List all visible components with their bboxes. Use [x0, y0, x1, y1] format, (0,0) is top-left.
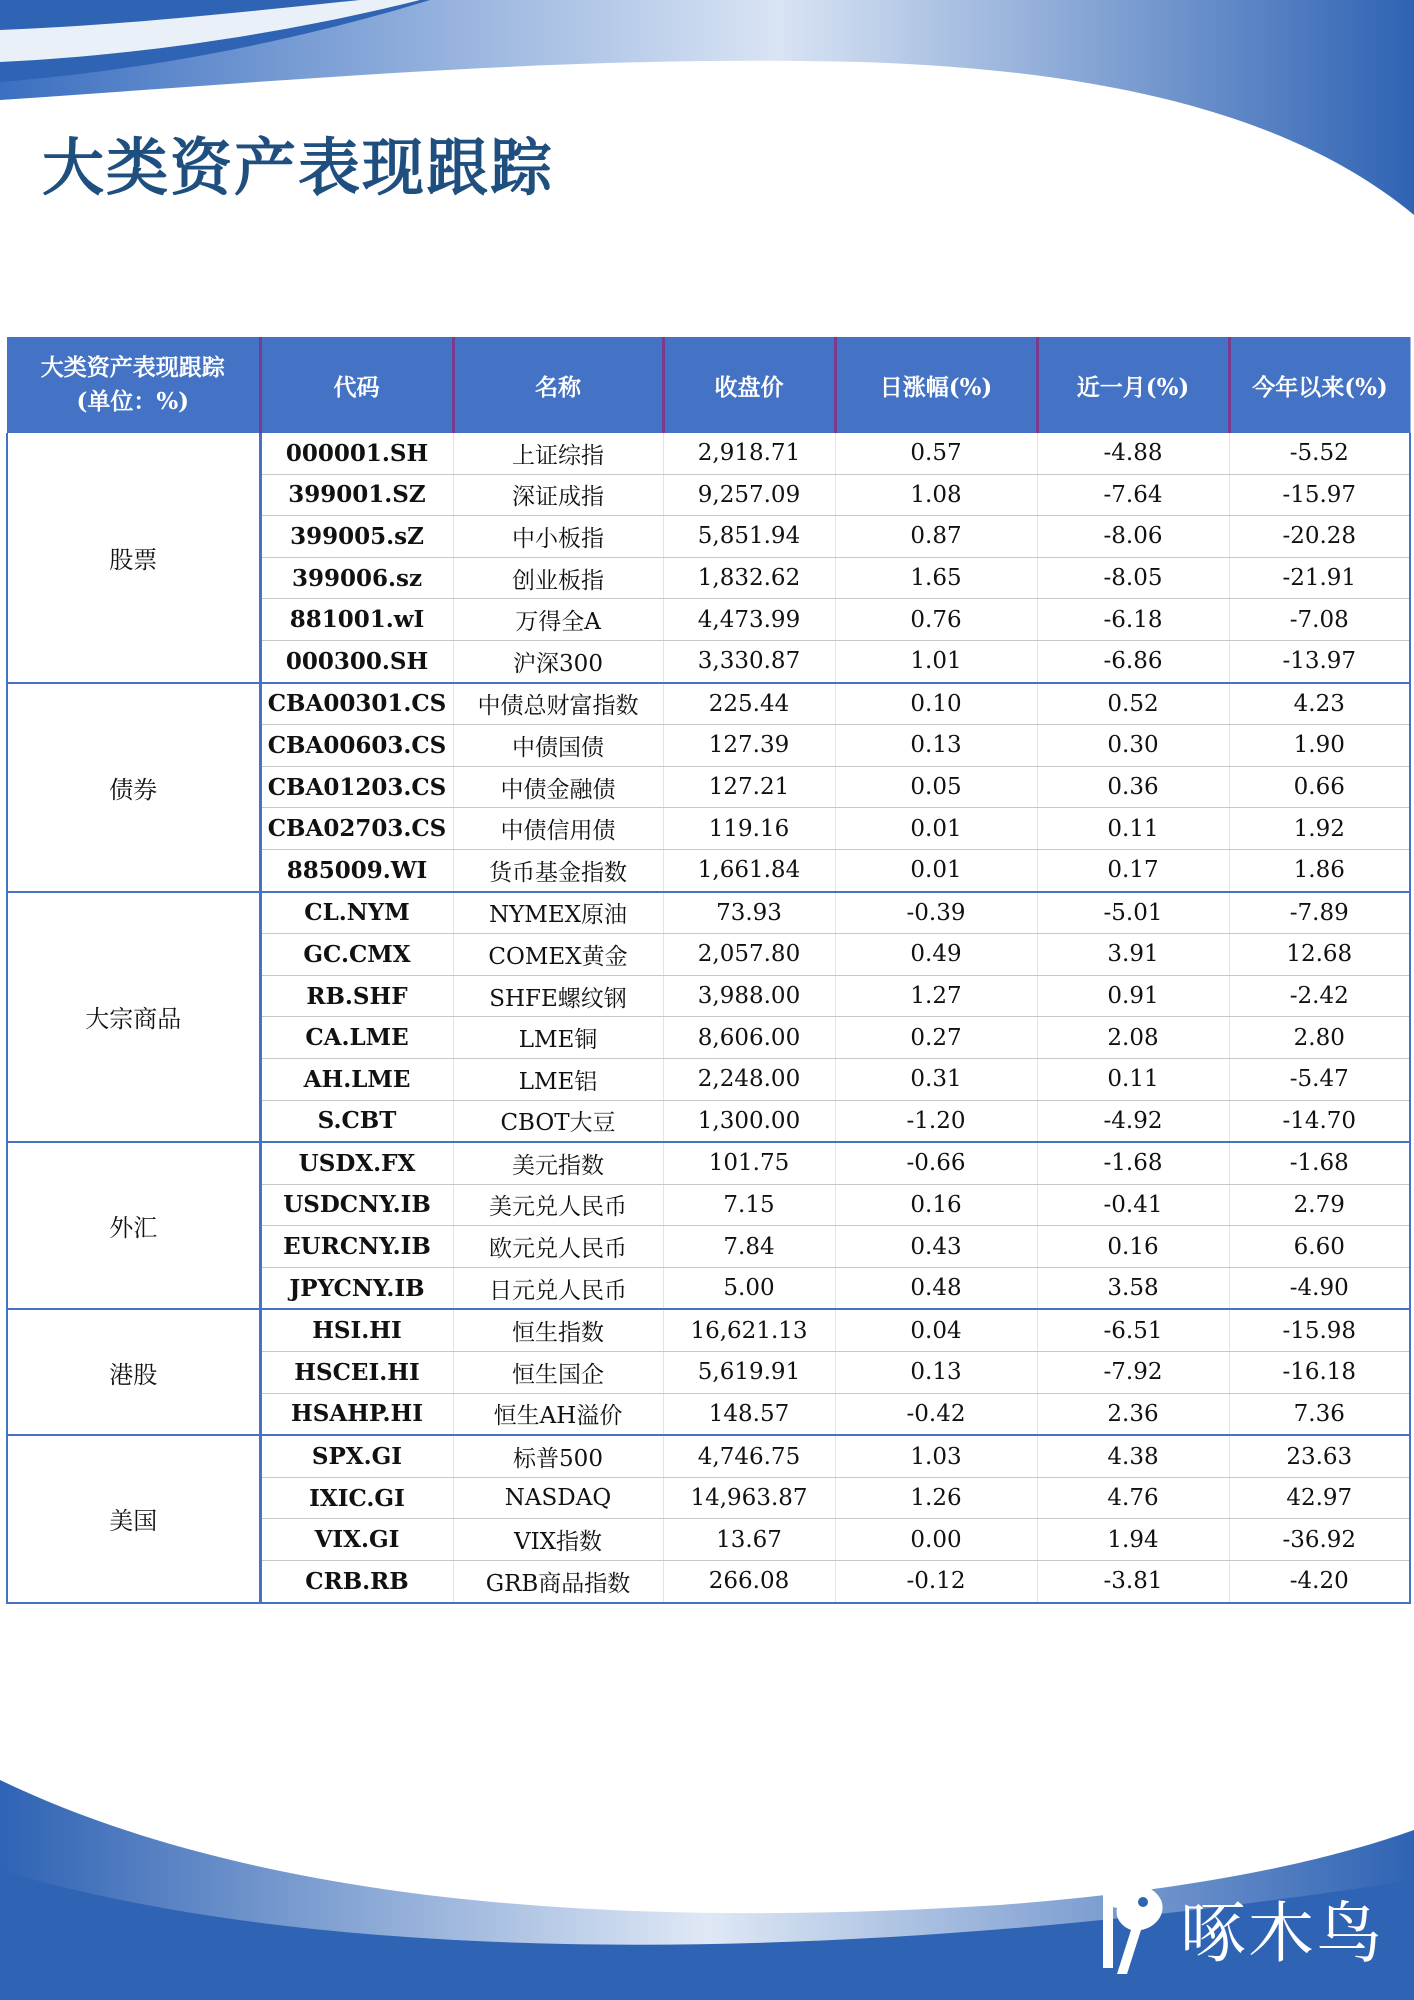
asset-performance-table — [6, 337, 1411, 1604]
code-cell: USDX.FX — [260, 1142, 453, 1184]
name-cell: NYMEX原油 — [453, 892, 663, 934]
close-price-cell: 13.67 — [663, 1519, 835, 1561]
ytd-change-cell: -7.08 — [1229, 599, 1410, 641]
day-change-cell: 0.10 — [835, 683, 1037, 725]
close-price-cell: 127.21 — [663, 766, 835, 808]
month-change-cell: -8.06 — [1037, 516, 1229, 558]
name-cell: 美元兑人民币 — [453, 1184, 663, 1226]
column-header-close: 收盘价 — [663, 337, 835, 433]
close-price-cell: 9,257.09 — [663, 474, 835, 516]
ytd-change-cell: 1.86 — [1229, 849, 1410, 891]
close-price-cell: 7.84 — [663, 1226, 835, 1268]
day-change-cell: 0.16 — [835, 1184, 1037, 1226]
month-change-cell: 0.11 — [1037, 1058, 1229, 1100]
day-change-cell: 1.01 — [835, 640, 1037, 682]
month-change-cell: -5.01 — [1037, 892, 1229, 934]
name-cell: CBOT大豆 — [453, 1100, 663, 1142]
day-change-cell: 1.08 — [835, 474, 1037, 516]
name-cell: LME铝 — [453, 1058, 663, 1100]
header-corner — [7, 337, 260, 433]
name-cell: 中债信用债 — [453, 808, 663, 850]
day-change-cell: 0.13 — [835, 725, 1037, 767]
ytd-change-cell: 42.97 — [1229, 1477, 1410, 1519]
category-cell: 股票 — [7, 433, 260, 683]
name-cell: 恒生AH溢价 — [453, 1393, 663, 1435]
close-price-cell: 4,746.75 — [663, 1435, 835, 1477]
code-cell: 000300.SH — [260, 640, 453, 682]
table-row — [7, 1435, 1410, 1477]
code-cell: 399005.sZ — [260, 516, 453, 558]
month-change-cell: 0.91 — [1037, 975, 1229, 1017]
name-cell: LME铜 — [453, 1017, 663, 1059]
day-change-cell: 0.13 — [835, 1352, 1037, 1394]
table-row — [7, 1309, 1410, 1351]
code-cell: GC.CMX — [260, 934, 453, 976]
month-change-cell: 0.16 — [1037, 1226, 1229, 1268]
column-header-code: 代码 — [260, 337, 453, 433]
close-price-cell: 2,248.00 — [663, 1058, 835, 1100]
month-change-cell: -7.64 — [1037, 474, 1229, 516]
month-change-cell: -4.88 — [1037, 433, 1229, 474]
code-cell: CBA00603.CS — [260, 725, 453, 767]
month-change-cell: 0.36 — [1037, 766, 1229, 808]
day-change-cell: 0.01 — [835, 808, 1037, 850]
month-change-cell: 0.11 — [1037, 808, 1229, 850]
name-cell: 创业板指 — [453, 557, 663, 599]
code-cell: 885009.WI — [260, 849, 453, 891]
table-row — [7, 683, 1410, 725]
ytd-change-cell: 0.66 — [1229, 766, 1410, 808]
name-cell: 恒生指数 — [453, 1309, 663, 1351]
name-cell: 中债国债 — [453, 725, 663, 767]
table-row — [7, 1142, 1410, 1184]
ytd-change-cell: -1.68 — [1229, 1142, 1410, 1184]
name-cell: GRB商品指数 — [453, 1561, 663, 1603]
category-cell: 外汇 — [7, 1142, 260, 1309]
ytd-change-cell: 23.63 — [1229, 1435, 1410, 1477]
code-cell: IXIC.GI — [260, 1477, 453, 1519]
day-change-cell: 1.27 — [835, 975, 1037, 1017]
month-change-cell: -4.92 — [1037, 1100, 1229, 1142]
code-cell: USDCNY.IB — [260, 1184, 453, 1226]
ytd-change-cell: 1.90 — [1229, 725, 1410, 767]
month-change-cell: -6.86 — [1037, 640, 1229, 682]
name-cell: SHFE螺纹钢 — [453, 975, 663, 1017]
month-change-cell: -1.68 — [1037, 1142, 1229, 1184]
day-change-cell: 0.48 — [835, 1267, 1037, 1309]
month-change-cell: 4.38 — [1037, 1435, 1229, 1477]
name-cell: 上证综指 — [453, 433, 663, 474]
column-header-ytd-change: 今年以来(%) — [1229, 337, 1410, 433]
day-change-cell: 0.04 — [835, 1309, 1037, 1351]
month-change-cell: -0.41 — [1037, 1184, 1229, 1226]
ytd-change-cell: -2.42 — [1229, 975, 1410, 1017]
month-change-cell: 3.91 — [1037, 934, 1229, 976]
close-price-cell: 73.93 — [663, 892, 835, 934]
day-change-cell: 0.76 — [835, 599, 1037, 641]
table-body — [7, 433, 1410, 1603]
code-cell: CBA00301.CS — [260, 683, 453, 725]
category-cell: 大宗商品 — [7, 892, 260, 1143]
name-cell: 沪深300 — [453, 640, 663, 682]
name-cell: 深证成指 — [453, 474, 663, 516]
code-cell: AH.LME — [260, 1058, 453, 1100]
day-change-cell: 0.01 — [835, 849, 1037, 891]
close-price-cell: 1,300.00 — [663, 1100, 835, 1142]
name-cell: 中小板指 — [453, 516, 663, 558]
month-change-cell: -6.51 — [1037, 1309, 1229, 1351]
close-price-cell: 14,963.87 — [663, 1477, 835, 1519]
close-price-cell: 266.08 — [663, 1561, 835, 1603]
ytd-change-cell: -4.20 — [1229, 1561, 1410, 1603]
day-change-cell: 0.49 — [835, 934, 1037, 976]
month-change-cell: -3.81 — [1037, 1561, 1229, 1603]
code-cell: CBA01203.CS — [260, 766, 453, 808]
ytd-change-cell: 12.68 — [1229, 934, 1410, 976]
code-cell: HSAHP.HI — [260, 1393, 453, 1435]
ytd-change-cell: 2.80 — [1229, 1017, 1410, 1059]
close-price-cell: 7.15 — [663, 1184, 835, 1226]
ytd-change-cell: 7.36 — [1229, 1393, 1410, 1435]
month-change-cell: 3.58 — [1037, 1267, 1229, 1309]
close-price-cell: 3,988.00 — [663, 975, 835, 1017]
ytd-change-cell: 4.23 — [1229, 683, 1410, 725]
code-cell: HSCEI.HI — [260, 1352, 453, 1394]
month-change-cell: -8.05 — [1037, 557, 1229, 599]
ytd-change-cell: -36.92 — [1229, 1519, 1410, 1561]
close-price-cell: 225.44 — [663, 683, 835, 725]
month-change-cell: 0.30 — [1037, 725, 1229, 767]
code-cell: 881001.wI — [260, 599, 453, 641]
day-change-cell: 0.57 — [835, 433, 1037, 474]
ytd-change-cell: -14.70 — [1229, 1100, 1410, 1142]
code-cell: HSI.HI — [260, 1309, 453, 1351]
ytd-change-cell: -21.91 — [1229, 557, 1410, 599]
table-row — [7, 433, 1410, 474]
month-change-cell: -6.18 — [1037, 599, 1229, 641]
name-cell: 标普500 — [453, 1435, 663, 1477]
code-cell: S.CBT — [260, 1100, 453, 1142]
day-change-cell: 0.31 — [835, 1058, 1037, 1100]
code-cell: CBA02703.CS — [260, 808, 453, 850]
day-change-cell: -0.39 — [835, 892, 1037, 934]
column-header-day-change: 日涨幅(%) — [835, 337, 1037, 433]
ytd-change-cell: -16.18 — [1229, 1352, 1410, 1394]
day-change-cell: -0.66 — [835, 1142, 1037, 1184]
month-change-cell: 4.76 — [1037, 1477, 1229, 1519]
close-price-cell: 2,057.80 — [663, 934, 835, 976]
close-price-cell: 127.39 — [663, 725, 835, 767]
day-change-cell: 1.26 — [835, 1477, 1037, 1519]
code-cell: CL.NYM — [260, 892, 453, 934]
code-cell: 399001.SZ — [260, 474, 453, 516]
code-cell: JPYCNY.IB — [260, 1267, 453, 1309]
code-cell: VIX.GI — [260, 1519, 453, 1561]
day-change-cell: 0.43 — [835, 1226, 1037, 1268]
close-price-cell: 3,330.87 — [663, 640, 835, 682]
month-change-cell: 2.08 — [1037, 1017, 1229, 1059]
name-cell: 美元指数 — [453, 1142, 663, 1184]
close-price-cell: 119.16 — [663, 808, 835, 850]
brand-name: 啄木鸟 — [1180, 1895, 1384, 1972]
ytd-change-cell: -20.28 — [1229, 516, 1410, 558]
month-change-cell: 1.94 — [1037, 1519, 1229, 1561]
month-change-cell: 2.36 — [1037, 1393, 1229, 1435]
code-cell: 399006.sz — [260, 557, 453, 599]
ytd-change-cell: -15.98 — [1229, 1309, 1410, 1351]
day-change-cell: -1.20 — [835, 1100, 1037, 1142]
ytd-change-cell: -4.90 — [1229, 1267, 1410, 1309]
ytd-change-cell: 1.92 — [1229, 808, 1410, 850]
ytd-change-cell: -13.97 — [1229, 640, 1410, 682]
month-change-cell: -7.92 — [1037, 1352, 1229, 1394]
table-header-row — [7, 337, 1410, 433]
close-price-cell: 148.57 — [663, 1393, 835, 1435]
category-cell: 美国 — [7, 1435, 260, 1602]
name-cell: 欧元兑人民币 — [453, 1226, 663, 1268]
close-price-cell: 1,661.84 — [663, 849, 835, 891]
close-price-cell: 2,918.71 — [663, 433, 835, 474]
header-corner-unit: (单位：%) — [76, 388, 190, 415]
name-cell: VIX指数 — [453, 1519, 663, 1561]
name-cell: 货币基金指数 — [453, 849, 663, 891]
category-cell: 港股 — [7, 1309, 260, 1435]
header-corner-title: 大类资产表现跟踪 — [40, 354, 225, 381]
code-cell: CA.LME — [260, 1017, 453, 1059]
column-header-name: 名称 — [453, 337, 663, 433]
column-header-month-change: 近一月(%) — [1037, 337, 1229, 433]
ytd-change-cell: -5.47 — [1229, 1058, 1410, 1100]
table-row — [7, 892, 1410, 934]
day-change-cell: -0.42 — [835, 1393, 1037, 1435]
name-cell: COMEX黄金 — [453, 934, 663, 976]
category-cell: 债券 — [7, 683, 260, 892]
close-price-cell: 101.75 — [663, 1142, 835, 1184]
code-cell: EURCNY.IB — [260, 1226, 453, 1268]
close-price-cell: 4,473.99 — [663, 599, 835, 641]
month-change-cell: 0.17 — [1037, 849, 1229, 891]
name-cell: 中债总财富指数 — [453, 683, 663, 725]
code-cell: RB.SHF — [260, 975, 453, 1017]
ytd-change-cell: -7.89 — [1229, 892, 1410, 934]
ytd-change-cell: -15.97 — [1229, 474, 1410, 516]
code-cell: SPX.GI — [260, 1435, 453, 1477]
close-price-cell: 5.00 — [663, 1267, 835, 1309]
name-cell: 日元兑人民币 — [453, 1267, 663, 1309]
day-change-cell: 0.00 — [835, 1519, 1037, 1561]
page-title: 大类资产表现跟踪 — [42, 131, 555, 204]
day-change-cell: 1.03 — [835, 1435, 1037, 1477]
day-change-cell: 1.65 — [835, 557, 1037, 599]
close-price-cell: 1,832.62 — [663, 557, 835, 599]
day-change-cell: 0.05 — [835, 766, 1037, 808]
ytd-change-cell: 2.79 — [1229, 1184, 1410, 1226]
close-price-cell: 8,606.00 — [663, 1017, 835, 1059]
woodpecker-icon — [1097, 1878, 1177, 1978]
code-cell: CRB.RB — [260, 1561, 453, 1603]
name-cell: 中债金融债 — [453, 766, 663, 808]
name-cell: 万得全A — [453, 599, 663, 641]
brand-logo — [1097, 1878, 1397, 1978]
code-cell: 000001.SH — [260, 433, 453, 474]
name-cell: 恒生国企 — [453, 1352, 663, 1394]
day-change-cell: 0.27 — [835, 1017, 1037, 1059]
month-change-cell: 0.52 — [1037, 683, 1229, 725]
ytd-change-cell: 6.60 — [1229, 1226, 1410, 1268]
close-price-cell: 5,851.94 — [663, 516, 835, 558]
day-change-cell: 0.87 — [835, 516, 1037, 558]
ytd-change-cell: -5.52 — [1229, 433, 1410, 474]
close-price-cell: 5,619.91 — [663, 1352, 835, 1394]
day-change-cell: -0.12 — [835, 1561, 1037, 1603]
name-cell: NASDAQ — [453, 1477, 663, 1519]
close-price-cell: 16,621.13 — [663, 1309, 835, 1351]
